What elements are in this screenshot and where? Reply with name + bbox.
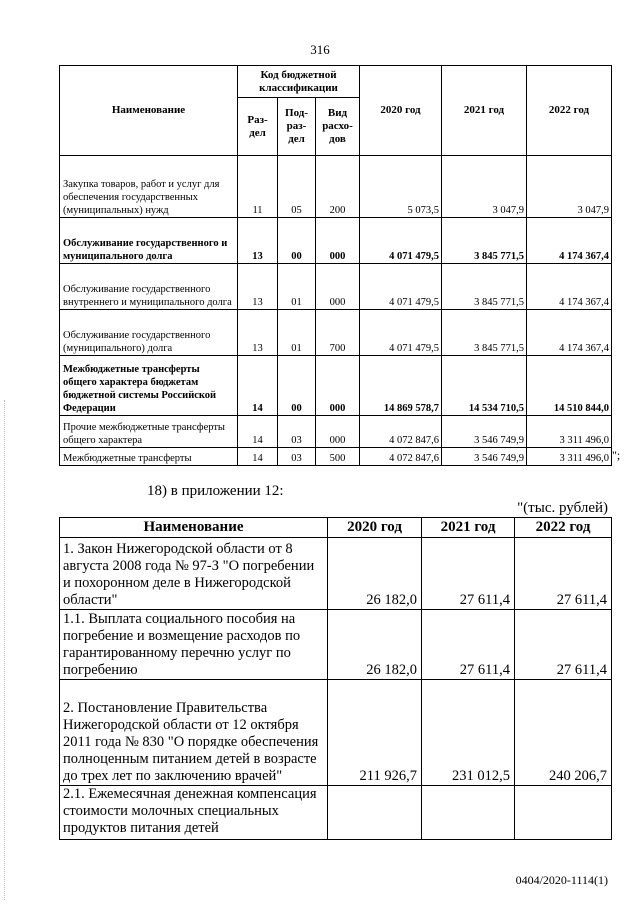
row-vid: 000 — [316, 416, 360, 448]
paragraph-heading: 18) в приложении 12: — [147, 483, 284, 499]
row-2022: 3 311 496,0 — [527, 416, 612, 448]
row-podrazdel: 00 — [278, 218, 316, 264]
header-2020: 2020 год — [360, 66, 442, 156]
row-2020: 5 073,5 — [360, 156, 442, 218]
row-2021: 3 546 749,9 — [442, 416, 527, 448]
row-2020: 4 072 847,6 — [360, 448, 442, 466]
header-2022: 2022 год — [527, 66, 612, 156]
row-2022: 4 174 367,4 — [527, 264, 612, 310]
row-2020: 211 926,7 — [328, 680, 422, 786]
header-2021: 2021 год — [442, 66, 527, 156]
row-podrazdel: 03 — [278, 416, 316, 448]
row-vid: 000 — [316, 264, 360, 310]
units-label: "(тыс. рублей) — [517, 500, 608, 516]
appendix-12-table — [59, 517, 612, 840]
row-podrazdel: 00 — [278, 356, 316, 416]
row-vid: 000 — [316, 356, 360, 416]
page-number: 316 — [310, 42, 330, 57]
row-2020: 4 071 479,5 — [360, 310, 442, 356]
header-2021: 2021 год — [422, 518, 515, 538]
row-2022: 3 311 496,0 — [527, 448, 612, 466]
row-2020: 4 072 847,6 — [360, 416, 442, 448]
row-podrazdel: 05 — [278, 156, 316, 218]
row-2021: 3 845 771,5 — [442, 264, 527, 310]
row-razdel: 13 — [238, 310, 278, 356]
row-2021: 3 047,9 — [442, 156, 527, 218]
row-2020: 14 869 578,7 — [360, 356, 442, 416]
header-2020: 2020 год — [328, 518, 422, 538]
row-name: Межбюджетные трансферты общего характера бюджетам бюджетной системы Российской Федерации — [60, 356, 238, 416]
row-razdel: 14 — [238, 356, 278, 416]
row-2022: 14 510 844,0 — [527, 356, 612, 416]
row-razdel: 14 — [238, 448, 278, 466]
table-row — [60, 310, 612, 356]
row-2021 — [422, 786, 515, 840]
row-name: Обслуживание государственного (муниципального) долга — [60, 310, 238, 356]
row-name: 1.1. Выплата социального пособия на погребение и возмещение расходов по гарантированному перечню услуг по погребению — [60, 610, 328, 680]
table-row — [60, 416, 612, 448]
row-2021: 3 845 771,5 — [442, 310, 527, 356]
row-2020: 4 071 479,5 — [360, 218, 442, 264]
table-row — [60, 786, 612, 840]
row-razdel: 11 — [238, 156, 278, 218]
row-name: Обслуживание государственного и муниципального долга — [60, 218, 238, 264]
row-razdel: 13 — [238, 218, 278, 264]
row-vid: 200 — [316, 156, 360, 218]
row-name: Закупка товаров, работ и услуг для обеспечения государственных (муниципальных) нужд — [60, 156, 238, 218]
row-podrazdel: 01 — [278, 264, 316, 310]
row-2021: 3 845 771,5 — [442, 218, 527, 264]
row-name: 1. Закон Нижегородской области от 8 августа 2008 года № 97-З "О погребении и похоронном деле в Нижегородской области" — [60, 538, 328, 610]
row-podrazdel: 01 — [278, 310, 316, 356]
closing-quote: "; — [612, 448, 621, 462]
row-2022: 27 611,4 — [515, 610, 612, 680]
header-razdel: Раз- дел — [238, 98, 278, 156]
row-2022: 240 206,7 — [515, 680, 612, 786]
header-name: Наименование — [60, 66, 238, 156]
row-razdel: 13 — [238, 264, 278, 310]
header-code-group: Код бюджетной классификации — [238, 66, 360, 98]
row-podrazdel: 03 — [278, 448, 316, 466]
row-2022 — [515, 786, 612, 840]
margin-line — [4, 400, 6, 900]
row-2020: 4 071 479,5 — [360, 264, 442, 310]
table-row — [60, 448, 612, 466]
row-2021: 3 546 749,9 — [442, 448, 527, 466]
row-vid: 000 — [316, 218, 360, 264]
row-2020: 26 182,0 — [328, 538, 422, 610]
row-2021: 14 534 710,5 — [442, 356, 527, 416]
table-row — [60, 156, 612, 218]
header-vid: Вид расхо- дов — [316, 98, 360, 156]
budget-classification-table — [59, 65, 612, 466]
row-2020: 26 182,0 — [328, 610, 422, 680]
row-2021: 27 611,4 — [422, 610, 515, 680]
row-razdel: 14 — [238, 416, 278, 448]
table-row — [60, 356, 612, 416]
row-2022: 27 611,4 — [515, 538, 612, 610]
row-2021: 27 611,4 — [422, 538, 515, 610]
row-name: Прочие межбюджетные трансферты общего характера — [60, 416, 238, 448]
header-2022: 2022 год — [515, 518, 612, 538]
row-vid: 500 — [316, 448, 360, 466]
header-podrazdel: Под- раз- дел — [278, 98, 316, 156]
row-2020 — [328, 786, 422, 840]
table-row — [60, 610, 612, 680]
row-2022: 4 174 367,4 — [527, 218, 612, 264]
row-2022: 3 047,9 — [527, 156, 612, 218]
row-vid: 700 — [316, 310, 360, 356]
row-name: 2.1. Ежемесячная денежная компенсация стоимости молочных специальных продуктов питания детей — [60, 786, 328, 840]
table-row — [60, 538, 612, 610]
row-name: 2. Постановление Правительства Нижегородской области от 12 октября 2011 года № 830 "О порядке обеспечения полноценным питанием детей в возрасте до трех лет по заключению врачей" — [60, 680, 328, 786]
row-2022: 4 174 367,4 — [527, 310, 612, 356]
table-row — [60, 264, 612, 310]
row-name: Межбюджетные трансферты — [60, 448, 238, 466]
row-2021: 231 012,5 — [422, 680, 515, 786]
document-code: 0404/2020-1114(1) — [515, 873, 608, 887]
row-name: Обслуживание государственного внутреннего и муниципального долга — [60, 264, 238, 310]
header-name: Наименование — [60, 518, 328, 538]
table-row — [60, 680, 612, 786]
table-row — [60, 218, 612, 264]
